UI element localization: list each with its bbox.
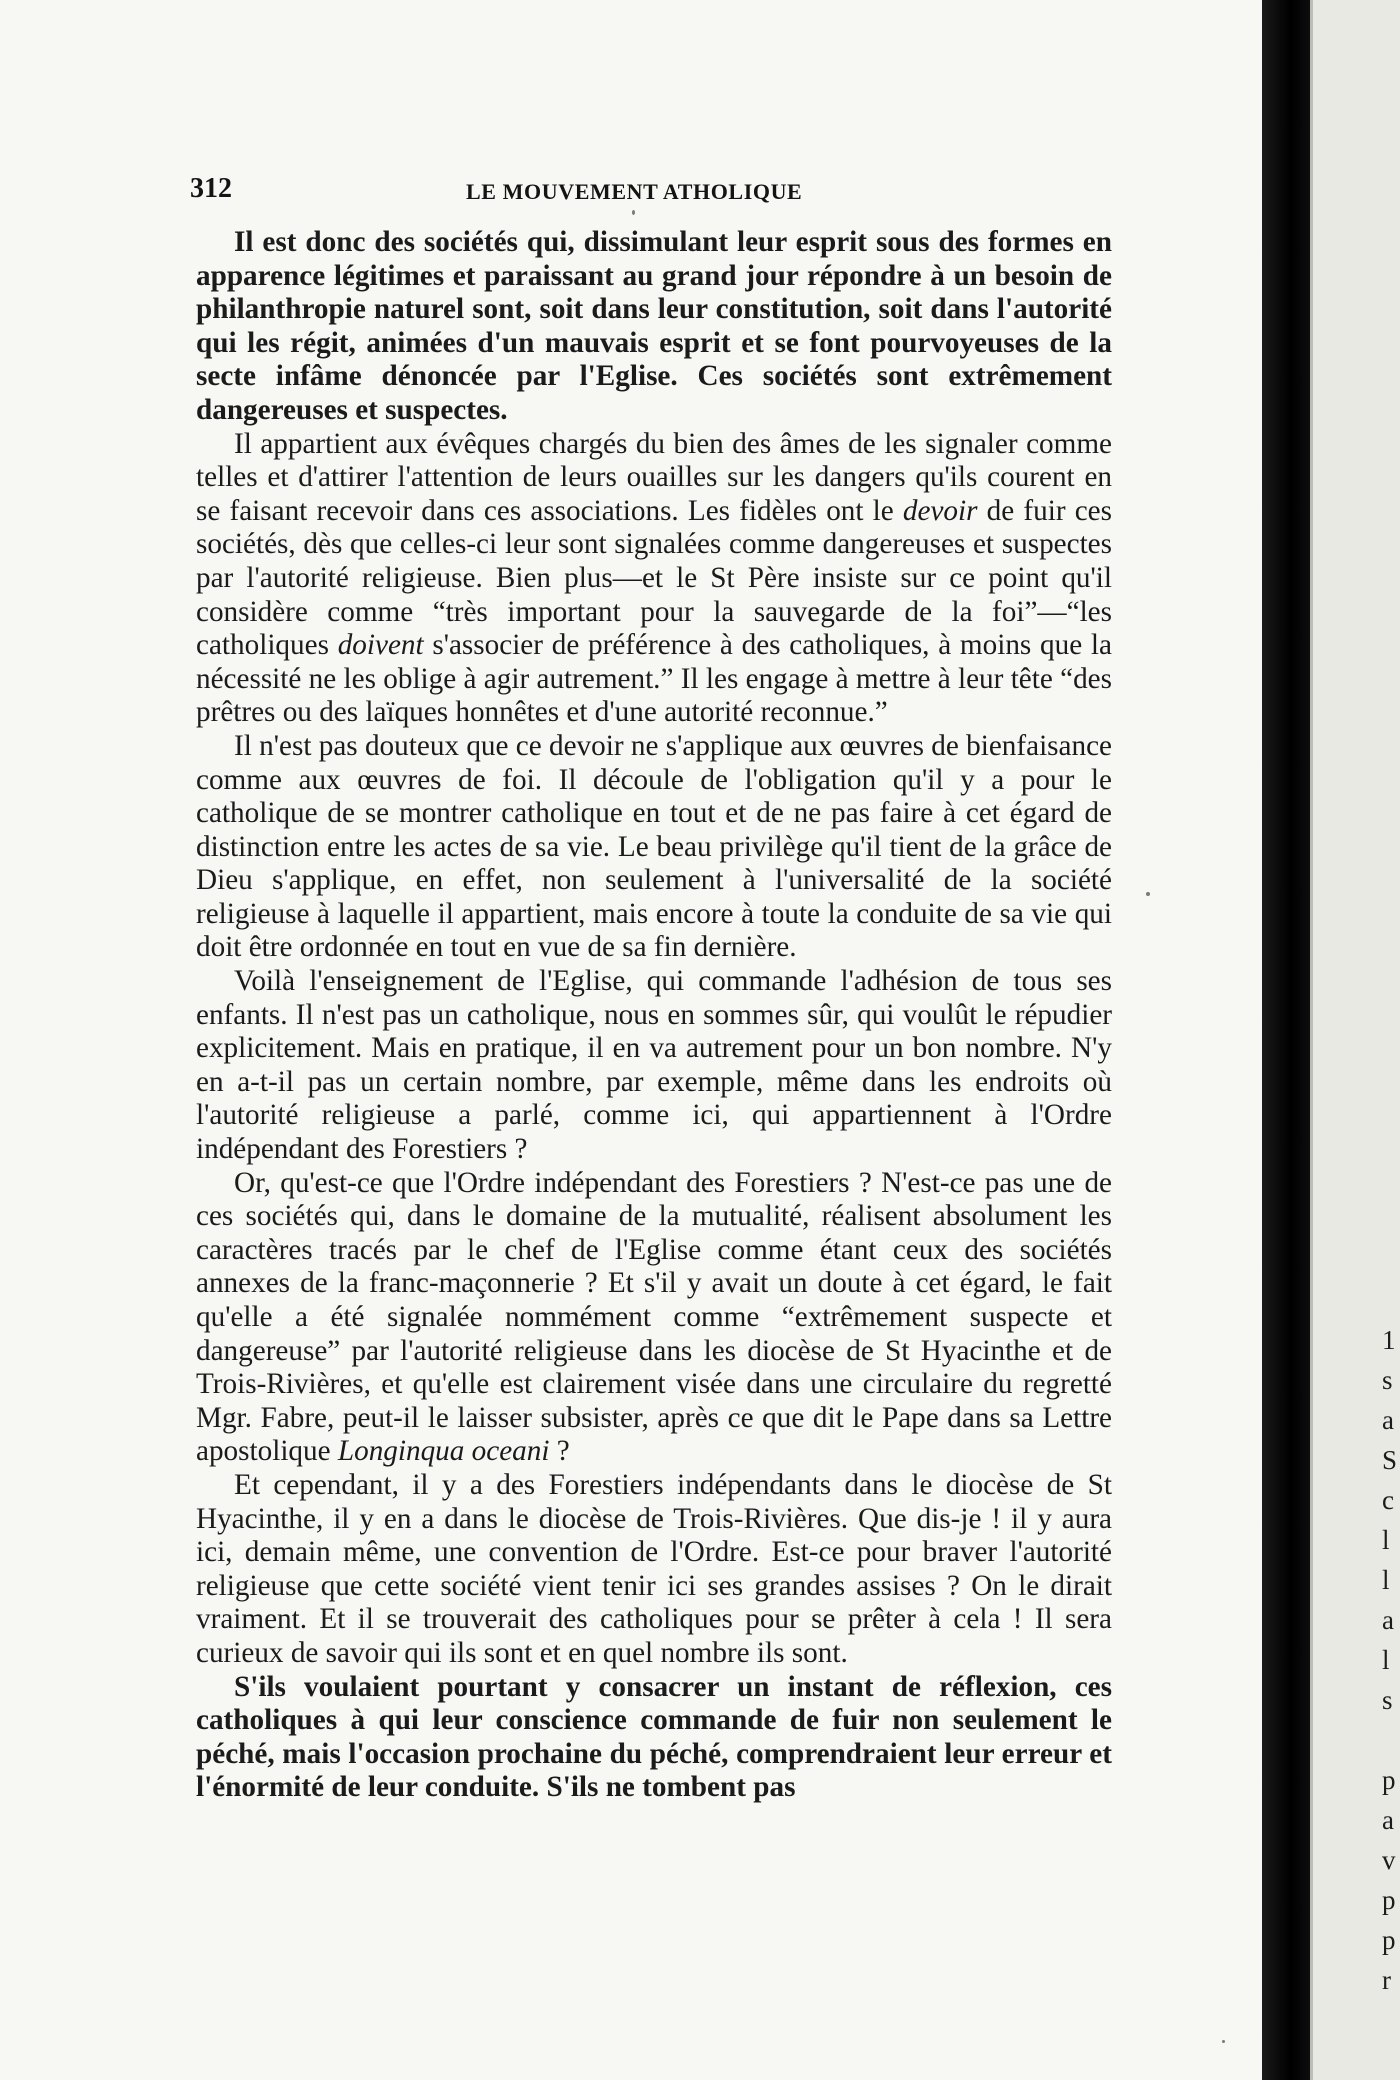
paragraph-4: Voilà l'enseignement de l'Eglise, qui commande l'adhésion de tous ses enfants. Il n'est pas un catholique, nous en sommes sûr, qui voulût le répudier explicitement. Mais en pratique, il en va autrement pour un bon nombre. N'y en a-t-il pas un certain nombre, par exemple, même dans les endroits où l'autorité religieuse a parlé, comme ici, qui appartiennent à l'Ordre indépendant des Forestiers ? [196, 965, 1112, 1166]
facing-page-char: l [1382, 1525, 1390, 1555]
facing-page-char: l [1382, 1565, 1390, 1595]
facing-page-char: s [1382, 1685, 1393, 1715]
paragraph-2 [196, 428, 1112, 730]
paragraph-2-italic-doivent: doivent [337, 629, 424, 662]
facing-page-char: a [1382, 1805, 1394, 1835]
paragraph-2-italic-devoir: devoir [902, 494, 978, 527]
ink-speck [1222, 2040, 1225, 2043]
facing-page-char: c [1382, 1485, 1394, 1515]
paragraph-5-start: Or, qu'est-ce que l'Ordre indépendant des Forestiers ? N'est-ce pas une de ces sociétés qui, dans le domaine de la mutualité, réalisent absolument les caractères tracés par le chef de l'Eglise comme étant ceux des sociétés annexes de la franc-maçonnerie ? Et s'il y avait un doute à cet égard, le fait qu'elle a été signalée nommément comme “extrêmement suspecte et dangereuse” par l'autorité religieuse dans les diocèse de St Hyacinthe et de Trois-Rivières, et qu'elle est clairement visée dans une circulaire du regretté Mgr. Fabre, peut-il le laisser subsister, après ce que dit le Pape dans sa Lettre apostolique [196, 1166, 1112, 1468]
facing-page-char [1382, 1720, 1400, 1760]
paragraph-3: Il n'est pas douteux que ce devoir ne s'applique aux œuvres de bienfaisance comme aux œuvres de foi. Il découle de l'obligation qu'il y a pour le catholique de se montrer catholique en tout et de ne pas faire à cet égard de distinction entre les actes de sa vie. Le beau privilège qu'il tient de la grâce de Dieu s'applique, en effet, non seulement à l'universalité de la société religieuse à laquelle il appartient, mais encore à toute la conduite de sa vie qui doit être ordonnée en tout en vue de sa fin dernière. [196, 729, 1112, 964]
facing-page-char: l [1382, 1645, 1390, 1675]
running-head: LE MOUVEMENT ATHOLIQUE [466, 179, 803, 204]
facing-page-border [1310, 0, 1313, 2080]
facing-page-char: a [1382, 1405, 1394, 1435]
ink-speck [1146, 892, 1150, 896]
facing-page-char: p [1382, 1765, 1396, 1795]
facing-page-char: 1 [1382, 1325, 1396, 1355]
body-text [196, 226, 1112, 1805]
paragraph-5 [196, 1167, 1112, 1469]
facing-page-fragments [1382, 1320, 1400, 2000]
facing-page-char: a [1382, 1605, 1394, 1635]
paragraph-1: Il est donc des sociétés qui, dissimulant leur esprit sous des formes en apparence légitimes et paraissant au grand jour répondre à un besoin de philanthropie naturel sont, soit dans leur constitution, soit dans l'autorité qui les régit, animées d'un mauvais esprit et se font pourvoyeuses de la secte infâme dénoncée par l'Eglise. Ces sociétés sont extrêmement dangereuses et suspectes. [196, 226, 1112, 426]
paragraph-7: S'ils voulaient pourtant y consacrer un instant de réflexion, ces catholiques à qui leur conscience commande de fuir non seulement le péché, mais l'occasion prochaine du péché, comprendraient leur erreur et l'énormité de leur conduite. S'ils ne tombent pas [196, 1670, 1112, 1804]
facing-page-char: p [1382, 1925, 1396, 1955]
page-number: 312 [190, 173, 232, 204]
facing-page-char: s [1382, 1365, 1393, 1395]
facing-page-char: v [1382, 1845, 1396, 1875]
page-gutter [1262, 0, 1310, 2080]
paragraph-2-end: s'associer de préférence à des catholiques, à moins que la nécessité ne les oblige à agir autrement.” Il les engage à mettre à leur tête “des prêtres ou des laïques honnêtes et d'une autorité reconnue.” [196, 629, 1112, 729]
paragraph-5-italic-title: Longinqua oceani [337, 1435, 550, 1468]
ink-speck [632, 210, 635, 215]
paragraph-5-end: ? [549, 1435, 570, 1468]
paragraph-6: Et cependant, il y a des Forestiers indépendants dans le diocèse de St Hyacinthe, il y en a dans le diocèse de Trois-Rivières. Que dis-je ! il y aura ici, demain même, une convention de l'Ordre. Est-ce pour braver l'autorité religieuse que cette société vient tenir ici ses grandes assises ? On le dirait vraiment. Et il se trouverait des catholiques pour se prêter à cela ! Il sera curieux de savoir qui ils sont et en quel nombre ils sont. [196, 1468, 1112, 1669]
facing-page-char: r [1382, 1965, 1391, 1995]
facing-page-char: S [1382, 1445, 1398, 1475]
paragraph-2-middle: de fuir ces sociétés, dès que celles-ci leur sont signalées comme dangereuses et suspectes par l'autorité religieuse. Bien plus—et le St Père insiste sur ce point qu'il considère comme “très important pour la sauvegarde de la foi”—“les catholiques [196, 494, 1112, 662]
facing-page-edge [1310, 0, 1400, 2080]
paragraph-2-start: Il appartient aux évêques chargés du bien des âmes de les signaler comme telles et d'attirer l'attention de leurs ouailles sur les dangers qu'ils courent en se faisant recevoir dans ces associations. Les fidèles ont le [196, 427, 1112, 527]
facing-page-char: p [1382, 1885, 1396, 1915]
